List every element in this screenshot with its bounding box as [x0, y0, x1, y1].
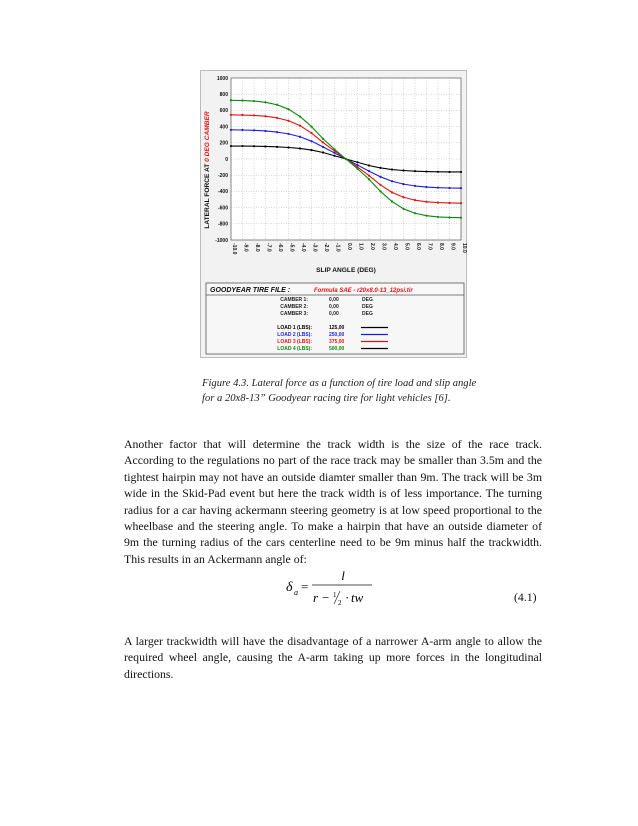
data-point-load-1 — [230, 145, 232, 147]
data-point-load-4 — [310, 126, 312, 128]
camber-1-label: CAMBER 1: — [280, 297, 308, 303]
data-point-load-1 — [356, 161, 358, 163]
camber-3-label: CAMBER 3: — [280, 311, 308, 317]
data-point-load-1 — [402, 169, 404, 171]
data-point-load-4 — [299, 115, 301, 117]
equation-4-1 — [0, 560, 638, 610]
caption-line-1: Figure 4.3. Lateral force as a function of tire load and slip angle — [202, 378, 477, 389]
data-point-load-1 — [460, 171, 462, 173]
data-point-load-2 — [379, 176, 381, 178]
data-point-load-4 — [437, 216, 439, 218]
data-point-load-1 — [379, 167, 381, 169]
data-point-load-3 — [448, 202, 450, 204]
x-tick-label: 2.0 — [368, 243, 375, 250]
data-point-load-1 — [333, 155, 335, 157]
data-point-load-3 — [253, 114, 255, 116]
data-point-load-4 — [402, 208, 404, 210]
x-tick-label: -1.0 — [334, 243, 341, 252]
y-tick-label: -800 — [217, 221, 228, 228]
data-point-load-2 — [310, 140, 312, 142]
data-point-load-2 — [230, 129, 232, 131]
tire-file-panel — [206, 283, 464, 354]
y-tick-label: 1000 — [216, 75, 228, 82]
data-point-load-2 — [287, 133, 289, 135]
eq-equals: = — [301, 579, 309, 594]
y-axis-label-camber: 0 DEG CAMBER — [204, 111, 211, 162]
camber-2-label: CAMBER 2: — [280, 304, 308, 310]
equation-number: (4.1) — [514, 590, 537, 604]
data-point-load-3 — [230, 114, 232, 116]
eq-half-num: 1 — [333, 591, 337, 599]
x-tick-label: -6.0 — [276, 243, 283, 252]
data-point-load-2 — [448, 187, 450, 189]
data-point-load-3 — [241, 114, 243, 116]
load-1-label: LOAD 1 (LBS): — [277, 325, 312, 331]
x-tick-label: -5.0 — [288, 243, 295, 252]
data-point-load-4 — [230, 99, 232, 101]
data-point-load-4 — [322, 138, 324, 140]
data-point-load-1 — [425, 170, 427, 172]
x-tick-label: -2.0 — [322, 243, 329, 252]
data-point-load-4 — [414, 212, 416, 214]
y-axis-label-prefix: LATERAL FORCE AT — [204, 161, 211, 229]
data-point-load-3 — [287, 120, 289, 122]
y-tick-label: -600 — [217, 205, 228, 212]
data-point-load-4 — [253, 100, 255, 102]
x-axis-label: SLIP ANGLE (DEG) — [316, 267, 376, 274]
data-point-load-2 — [333, 152, 335, 154]
data-point-load-1 — [414, 170, 416, 172]
x-tick-label: 3.0 — [380, 243, 387, 250]
y-tick-label: 400 — [219, 124, 228, 131]
data-point-load-1 — [253, 145, 255, 147]
eq-den-dot: · — [345, 590, 350, 605]
data-point-load-1 — [264, 145, 266, 147]
data-point-load-4 — [241, 99, 243, 101]
y-axis-label — [204, 111, 211, 229]
x-tick-label: -7.0 — [265, 243, 272, 252]
y-tick-label: -200 — [217, 173, 228, 179]
data-point-load-3 — [264, 115, 266, 117]
y-tick-label: 200 — [219, 140, 228, 147]
body-paragraph-2: A larger trackwidth will have the disadvantage of a narrower A-arm angle to allow the required wheel angle, causing the A-arm taking up more forces in the longitudinal directions. — [124, 634, 542, 681]
data-point-load-2 — [460, 187, 462, 189]
body-paragraph-1: Another factor that will determine the track width is the size of the race track. According to the regulations no part of the race track may be smaller than 3.5m and the tightest hairpin may not have an outside diamter smaller than 9m. The track will be 3m wide in the Skid-Pad event but here the track width is of less importance. The turning radius for a car having ackermann steering geometry is at low speed proportional to the wheelbase and the steering angle. To make a hairpin that have an outside diameter of 9m the turning radius of the cars centerline need to be 9m minus half the trackwidth. This results in an Ackermann angle of: — [124, 437, 542, 566]
load-2-label: LOAD 2 (LBS): — [277, 332, 312, 338]
y-tick-label: 800 — [219, 92, 228, 98]
data-point-load-4 — [379, 190, 381, 192]
data-point-load-3 — [460, 202, 462, 204]
x-tick-label: 5.0 — [403, 243, 410, 250]
eq-den-r: r — [313, 590, 319, 605]
x-tick-label: -3.0 — [311, 243, 318, 252]
data-point-load-2 — [368, 170, 370, 172]
data-point-load-2 — [391, 180, 393, 182]
load-1-value: 125,00 — [329, 325, 345, 331]
camber-3-unit: DEG — [362, 311, 373, 317]
x-tick-label: 0.0 — [345, 243, 352, 250]
data-point-load-4 — [333, 148, 335, 150]
load-4-value: 500,00 — [329, 346, 345, 352]
eq-delta: δ — [286, 580, 293, 595]
x-tick-label: -10.0 — [230, 243, 237, 255]
data-point-load-2 — [402, 183, 404, 185]
data-point-load-3 — [437, 201, 439, 203]
eq-den-tw: tw — [351, 590, 364, 605]
data-point-load-4 — [448, 216, 450, 218]
load-2-value: 250,00 — [329, 332, 345, 338]
x-tick-label: 7.0 — [426, 243, 433, 250]
data-point-load-1 — [391, 168, 393, 170]
x-tick-label: 9.0 — [449, 243, 456, 250]
data-point-load-1 — [241, 145, 243, 147]
y-tick-label: 0 — [225, 156, 228, 163]
data-point-load-4 — [345, 158, 347, 160]
data-point-load-3 — [379, 184, 381, 186]
y-tick-label: -1000 — [215, 237, 228, 244]
x-tick-label: 8.0 — [437, 243, 444, 250]
data-point-load-3 — [391, 191, 393, 193]
load-4-label: LOAD 4 (LBS): — [277, 346, 312, 352]
y-tick-label: 600 — [219, 108, 228, 115]
camber-2-value: 0,00 — [329, 304, 339, 310]
data-point-load-4 — [276, 104, 278, 106]
tire-file-name: Formula SAE - r20x8.0-13_12psi.tir — [314, 288, 413, 294]
data-point-load-2 — [264, 130, 266, 132]
camber-2-unit: DEG — [362, 304, 373, 310]
load-3-label: LOAD 3 (LBS): — [277, 339, 312, 345]
data-point-load-4 — [264, 101, 266, 103]
data-point-load-2 — [241, 129, 243, 131]
data-point-load-1 — [310, 149, 312, 151]
x-tick-label: -4.0 — [299, 243, 306, 252]
camber-3-value: 0,00 — [329, 311, 339, 317]
data-point-load-2 — [322, 146, 324, 148]
data-point-load-2 — [414, 185, 416, 187]
load-3-value: 375,00 — [329, 339, 345, 345]
data-point-load-2 — [425, 186, 427, 188]
x-tick-label: 6.0 — [414, 243, 421, 250]
data-point-load-1 — [437, 171, 439, 173]
data-point-load-4 — [425, 215, 427, 217]
tire-file-label: GOODYEAR TIRE FILE : — [210, 287, 291, 294]
data-point-load-3 — [368, 175, 370, 177]
eq-delta-sub: a — [294, 588, 298, 597]
data-point-load-3 — [402, 196, 404, 198]
camber-1-value: 0,00 — [329, 297, 339, 303]
data-point-load-4 — [356, 168, 358, 170]
data-point-load-1 — [448, 171, 450, 173]
camber-1-unit: DEG — [362, 297, 373, 303]
data-point-load-3 — [276, 117, 278, 119]
x-tick-label: 10.0 — [460, 243, 467, 253]
data-point-load-3 — [425, 201, 427, 203]
eq-half-den: 2 — [338, 599, 342, 607]
data-point-load-2 — [253, 129, 255, 131]
data-point-load-2 — [299, 136, 301, 138]
data-point-load-1 — [368, 164, 370, 166]
data-point-load-2 — [437, 187, 439, 189]
y-tick-label: -400 — [217, 189, 228, 196]
data-point-load-2 — [356, 164, 358, 166]
data-point-load-4 — [368, 178, 370, 180]
data-point-load-3 — [310, 132, 312, 134]
data-point-load-1 — [287, 146, 289, 148]
caption-line-2: for a 20x8-13” Goodyear racing tire for light vehicles [6]. — [202, 393, 451, 404]
data-point-load-4 — [391, 200, 393, 202]
data-point-load-4 — [460, 217, 462, 219]
data-point-load-1 — [299, 147, 301, 149]
x-tick-label: 4.0 — [391, 243, 398, 250]
data-point-load-1 — [276, 146, 278, 148]
x-tick-label: -9.0 — [242, 243, 249, 252]
x-tick-label: 1.0 — [357, 243, 364, 250]
x-tick-label: -8.0 — [253, 243, 260, 252]
data-point-load-4 — [287, 108, 289, 110]
eq-numerator: l — [341, 568, 345, 583]
data-point-load-3 — [299, 125, 301, 127]
eq-den-minus: − — [322, 590, 330, 605]
figure-caption — [202, 376, 502, 406]
data-point-load-3 — [414, 199, 416, 201]
figure-4-3 — [200, 70, 470, 360]
data-point-load-1 — [322, 151, 324, 153]
data-point-load-2 — [276, 131, 278, 133]
data-point-load-3 — [322, 141, 324, 143]
